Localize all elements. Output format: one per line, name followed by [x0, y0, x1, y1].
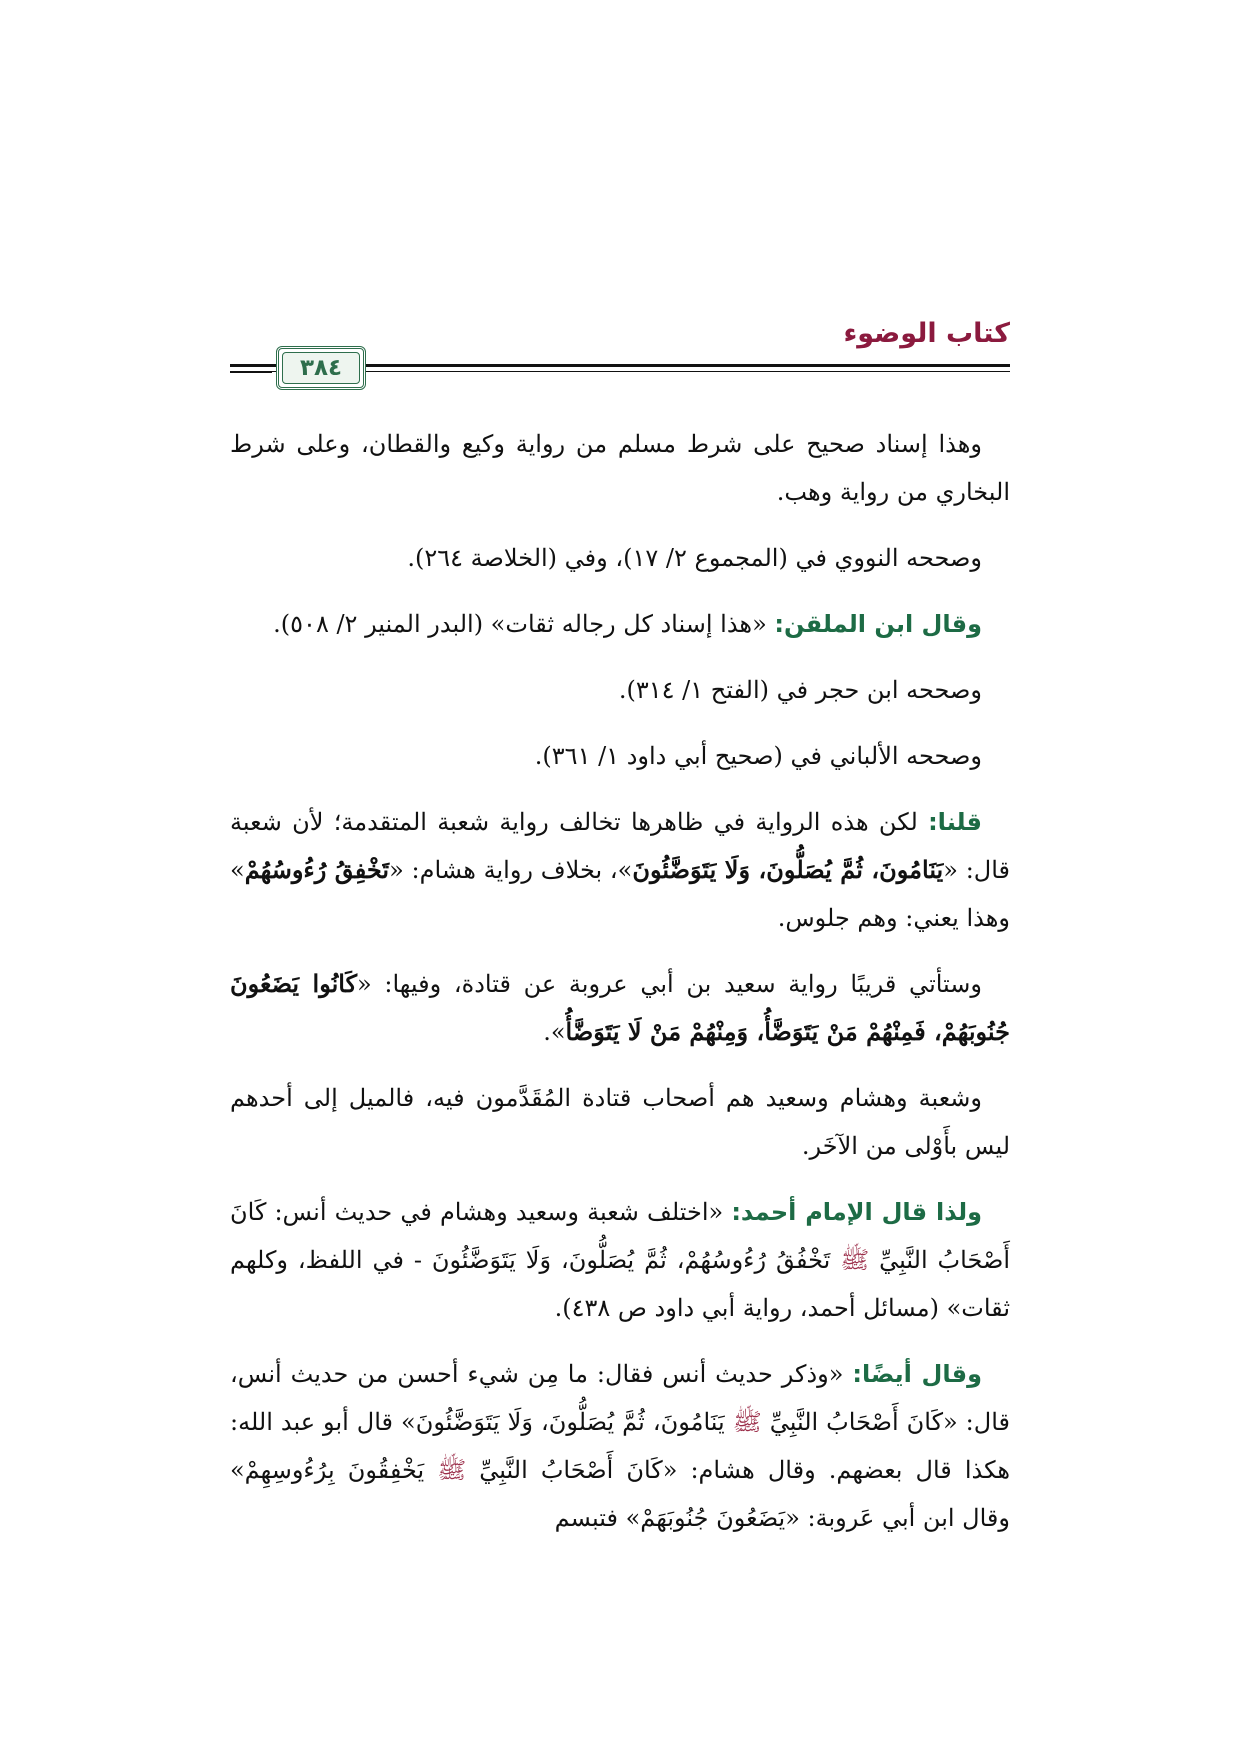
page-number-frame	[282, 352, 360, 384]
paragraph-5: وصححه الألباني في (صحيح أبي داود ١/ ٣٦١).	[534, 742, 982, 770]
page-number: ٣٨٤	[299, 354, 343, 381]
paragraph-10	[230, 1350, 1010, 1542]
paragraph-text: «وذكر حديث أنس فقال: ما مِن شيء أحسن من حديث أنس، قال: «كَانَ أَصْحَابُ النَّبِيِّ	[230, 1360, 1010, 1436]
page-body	[230, 420, 1010, 1560]
salawat-glyph: ﷺ	[732, 1408, 762, 1436]
paragraph-6	[230, 798, 1010, 942]
page-header	[230, 318, 1010, 390]
paragraph-1: وهذا إسناد صحيح على شرط مسلم من رواية وكيع والقطان، وعلى شرط البخاري من رواية وهب.	[230, 430, 1010, 506]
paragraph-text: تَخْفُقُ رُءُوسُهُمْ، ثُمَّ يُصَلُّونَ، وَلَا يَتَوَضَّئُونَ - في اللفظ، وكلهم ثقات» (مسائل أحمد، رواية أبي داود ص ٤٣٨).	[230, 1246, 1010, 1322]
paragraph-9	[230, 1188, 1010, 1332]
paragraph-4: وصححه ابن حجر في (الفتح ١/ ٣١٤).	[618, 676, 982, 704]
book-title: كتاب الوضوء	[843, 318, 1010, 349]
speaker-label: ولذا قال الإمام أحمد:	[731, 1198, 982, 1226]
paragraph-text: «هذا إسناد كل رجاله ثقات» (البدر المنير ٢/ ٥٠٨).	[273, 610, 775, 638]
paragraph-2: وصححه النووي في (المجموع ٢/ ١٧)، وفي (الخلاصة ٢٦٤).	[407, 544, 982, 572]
paragraph-text: يَخْفِقُونَ بِرُءُوسِهِمْ» وقال ابن أبي عَروبة: «يَضَعُونَ جُنُوبَهَمْ» فتبسم	[230, 1456, 1010, 1532]
paragraph-text: »، بخلاف رواية هشام: «	[389, 856, 633, 884]
speaker-label: وقال أيضًا:	[852, 1360, 982, 1388]
paragraph-text: وستأتي قريبًا رواية سعيد بن أبي عروبة عن قتادة، وفيها: «	[357, 970, 982, 998]
paragraph-8: وشعبة وهشام وسعيد هم أصحاب قتادة المُقَدَّمون فيه، فالميل إلى أحدهم ليس بأَوْلى من الآخَر.	[230, 1084, 1010, 1160]
hadith-quote: يَنَامُونَ، ثُمَّ يُصَلُّونَ، وَلَا يَتَوَضَّئُونَ	[632, 855, 944, 884]
paragraph-text: «اختلف شعبة وسعيد وهشام في حديث أنس: كَانَ أَصْحَابُ النَّبِيِّ	[230, 1198, 1011, 1274]
speaker-label: وقال ابن الملقن:	[774, 610, 982, 638]
header-rule-stub-bottom	[230, 371, 272, 373]
hadith-quote: كَانُوا يَضَعُونَ جُنُوبَهُمْ، فَمِنْهُمْ مَنْ يَتَوَضَّأُ، وَمِنْهُمْ مَنْ لَا يَتَوَضَّأُ	[230, 969, 1010, 1046]
header-rule-stub-top	[230, 364, 272, 366]
salawat-glyph: ﷺ	[437, 1456, 467, 1484]
paragraph-text: يَنَامُونَ، ثُمَّ يُصَلُّونَ، وَلَا يَتَوَضَّئُونَ» قال أبو عبد الله: هكذا قال بعضهم. وقال هشام: «كَانَ أَصْحَابُ النَّبِيِّ	[230, 1408, 1010, 1484]
paragraph-7	[230, 960, 1010, 1056]
page-number-badge	[276, 346, 366, 390]
paragraph-3	[230, 600, 1010, 648]
paragraph-text: لكن هذه الرواية في ظاهرها تخالف رواية شعبة المتقدمة؛ لأن شعبة قال: «	[230, 808, 1010, 884]
speaker-label: قلنا:	[928, 808, 982, 836]
paragraph-text: » وهذا يعني: وهم جلوس.	[230, 856, 1010, 932]
salawat-glyph: ﷺ	[840, 1246, 870, 1274]
hadith-quote: تَخْفِقُ رُءُوسُهُمْ	[244, 855, 390, 884]
paragraph-text: ».	[543, 1018, 566, 1046]
